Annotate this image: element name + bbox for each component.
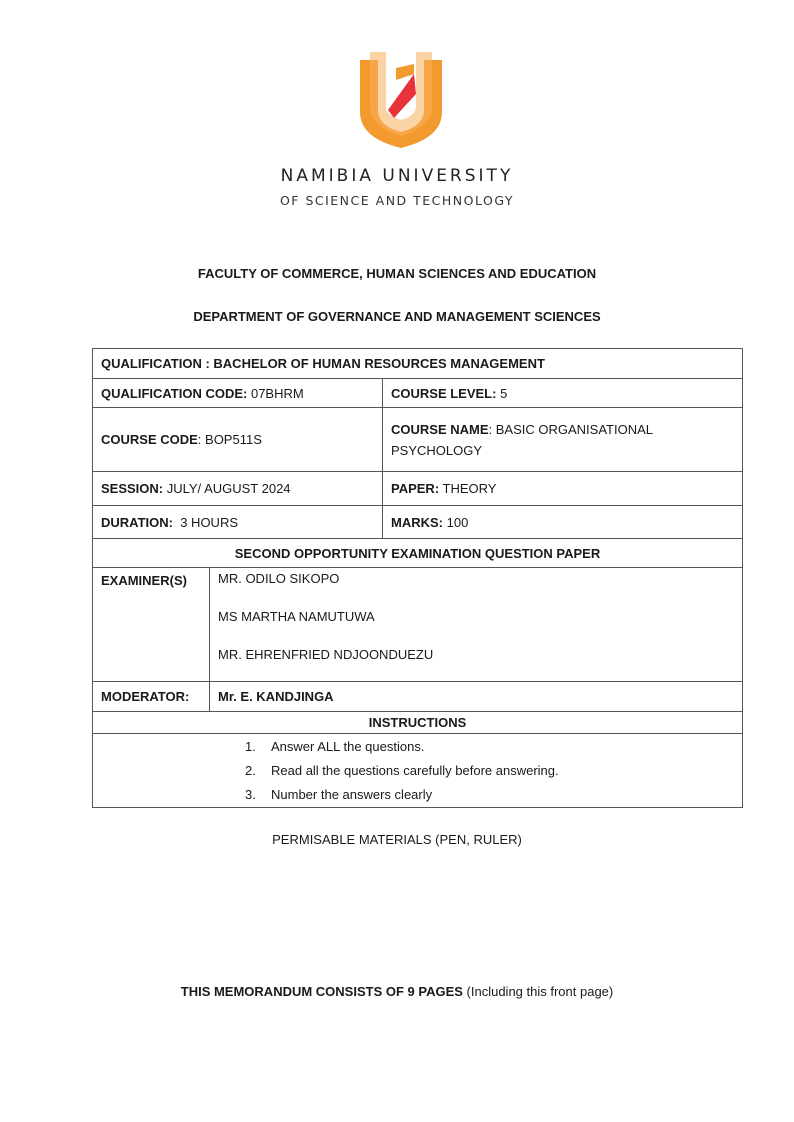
examiner-name: MR. ODILO SIKOPO xyxy=(218,571,340,586)
instruction-text: Number the answers clearly xyxy=(271,786,433,802)
course-level-value: 5 xyxy=(496,385,508,401)
qualification-cell: QUALIFICATION : BACHELOR OF HUMAN RESOURCES MANAGEMENT xyxy=(93,349,743,379)
exam-info-table xyxy=(92,348,743,808)
code-level-row xyxy=(93,379,743,408)
session-cell xyxy=(93,472,383,506)
moderator-label: MODERATOR: xyxy=(93,682,210,712)
paper-cell xyxy=(383,472,743,506)
course-code-cell xyxy=(93,408,383,472)
examiners-label: EXAMINER(S) xyxy=(93,568,210,682)
course-name-value: : BASIC ORGANISATIONAL PSYCHOLOGY xyxy=(391,421,653,458)
instructions-heading: INSTRUCTIONS xyxy=(93,712,743,734)
session-value: JULY/ AUGUST 2024 xyxy=(163,481,291,496)
qualification-row xyxy=(93,349,743,379)
moderator-value: Mr. E. KANDJINGA xyxy=(210,682,743,712)
course-code-label: COURSE CODE xyxy=(101,432,198,447)
faculty-heading: FACULTY OF COMMERCE, HUMAN SCIENCES AND EDUCATION xyxy=(197,266,597,281)
instruction-text: Read all the questions carefully before answering. xyxy=(271,762,559,778)
session-row xyxy=(93,472,743,506)
course-level-label: COURSE LEVEL: xyxy=(391,385,497,401)
marks-label: MARKS: xyxy=(391,514,443,530)
moderator-row xyxy=(93,682,743,712)
paper-title: SECOND OPPORTUNITY EXAMINATION QUESTION PAPER xyxy=(93,539,743,568)
duration-label: DURATION: xyxy=(101,514,173,530)
university-subtitle: OF SCIENCE AND TECHNOLOGY xyxy=(279,193,515,208)
duration-value: 3 HOURS xyxy=(172,514,238,530)
instruction-text: Answer ALL the questions. xyxy=(271,738,425,754)
examiner-name: MS MARTHA NAMUTUWA xyxy=(218,609,375,624)
examiners-row xyxy=(93,568,743,682)
course-code-value: : BOP511S xyxy=(197,432,262,447)
instruction-item xyxy=(93,783,742,807)
paper-title-row xyxy=(93,539,743,568)
permissible-materials: PERMISABLE MATERIALS (PEN, RULER) xyxy=(272,832,522,847)
paper-label: PAPER: xyxy=(391,481,440,496)
instruction-item xyxy=(93,759,742,783)
marks-value: 100 xyxy=(443,514,469,530)
course-row xyxy=(93,408,743,472)
university-name: NAMIBIA UNIVERSITY xyxy=(280,166,514,186)
instructions-list xyxy=(93,734,743,808)
qualification-code-value: 07BHRM xyxy=(247,385,304,401)
memo-pages: THIS MEMORANDUM CONSISTS OF 9 PAGES xyxy=(180,984,463,999)
instructions-header-row xyxy=(93,712,743,734)
instruction-item xyxy=(93,735,742,759)
instruction-number: 3. xyxy=(245,786,256,802)
instruction-number: 1. xyxy=(245,738,256,754)
marks-cell xyxy=(383,506,743,539)
session-label: SESSION: xyxy=(101,481,164,496)
examiner-name: MR. EHRENFRIED NDJOONDUEZU xyxy=(218,647,434,662)
department-heading: DEPARTMENT OF GOVERNANCE AND MANAGEMENT SCIENCES xyxy=(193,309,601,324)
course-level-cell xyxy=(383,379,743,408)
course-name-cell xyxy=(383,408,743,472)
instructions-row xyxy=(93,734,743,808)
paper-value: THEORY xyxy=(439,481,497,496)
qualification-code-label: QUALIFICATION CODE: xyxy=(101,385,248,401)
qualification-code-cell xyxy=(93,379,383,408)
duration-cell xyxy=(93,506,383,539)
examiners-list xyxy=(210,568,743,682)
duration-row xyxy=(93,506,743,539)
instruction-number: 2. xyxy=(245,762,256,778)
course-name-label: COURSE NAME xyxy=(391,421,489,437)
memorandum-note xyxy=(0,984,794,999)
university-logo xyxy=(356,50,446,150)
memo-note-rest: (Including this front page) xyxy=(462,984,614,999)
